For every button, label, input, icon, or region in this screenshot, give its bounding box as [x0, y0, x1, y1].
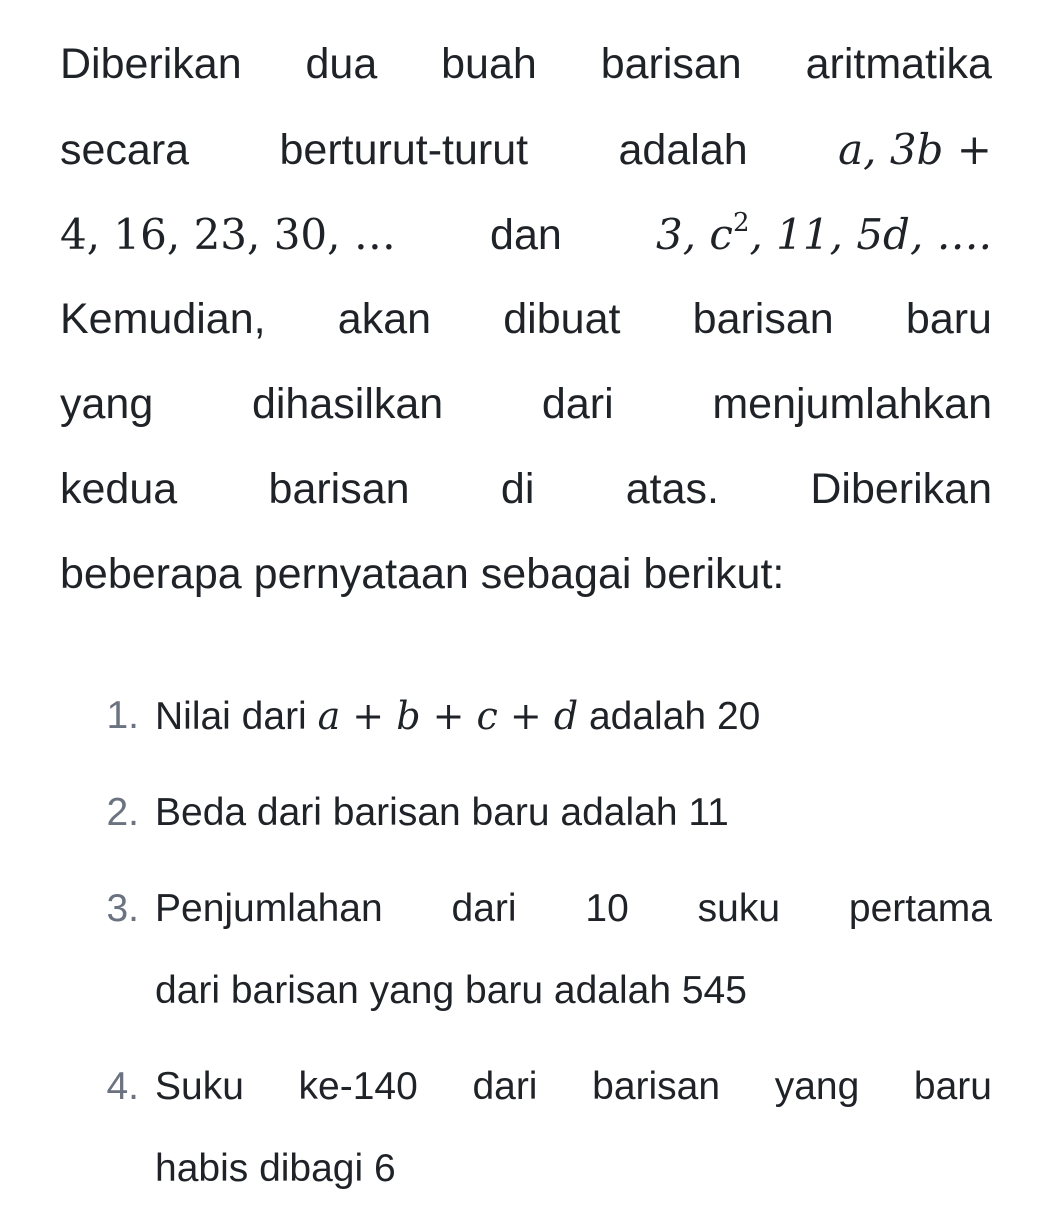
problem-line-1	[60, 22, 992, 107]
word: berturut-turut	[279, 126, 529, 174]
statement-text	[155, 868, 992, 1032]
word: Diberikan	[60, 40, 242, 88]
word: baru	[905, 295, 992, 343]
word: beberapa pernyataan sebagai berikut:	[60, 550, 785, 598]
sum-expression-math: a + b + c + d	[317, 694, 579, 738]
list-number: 1.	[106, 694, 139, 737]
statement-text: Nilai dari a + b + c + d adalah 20	[155, 694, 761, 738]
problem-line-4	[60, 277, 992, 362]
list-item	[60, 868, 992, 1032]
word: adalah	[618, 126, 748, 174]
list-item	[60, 772, 992, 854]
word: menjumlahkan	[712, 380, 992, 428]
statement-line: Suku ke-140 dari barisan yang baru	[155, 1065, 992, 1108]
word: dihasilkan	[251, 380, 444, 428]
list-item	[60, 1046, 992, 1210]
word: barisan	[600, 40, 742, 88]
word: barisan	[692, 295, 834, 343]
word: secara	[60, 126, 190, 174]
statement-text: Beda dari barisan baru adalah 11	[155, 791, 729, 834]
word: di	[500, 465, 535, 513]
list-number: 3.	[106, 887, 139, 930]
sequence-1-rest-math: 4, 16, 23, 30, …	[60, 210, 396, 259]
word: akan	[337, 295, 432, 343]
word: dibuat	[503, 295, 621, 343]
list-number: 2.	[106, 791, 139, 834]
problem-line-5	[60, 362, 992, 447]
problem-line-3	[60, 192, 992, 277]
statement-list	[60, 675, 992, 1210]
sequence-2-math: 3, $c^2$, 11, 5d, ….	[655, 208, 992, 259]
problem-line-7	[60, 532, 992, 617]
sequence-1-start-math: a, 3b +	[838, 125, 992, 174]
word: atas.	[625, 465, 719, 513]
word: dari	[541, 380, 614, 428]
list-item	[60, 675, 992, 758]
problem-paragraph	[60, 22, 992, 617]
statement-line: habis dibagi 6	[155, 1147, 396, 1190]
word: Diberikan	[810, 465, 992, 513]
word: dan	[490, 211, 562, 259]
word: Kemudian,	[60, 295, 266, 343]
word: dua	[305, 40, 378, 88]
problem-line-6	[60, 447, 992, 532]
statement-line: dari barisan yang baru adalah 545	[155, 969, 747, 1012]
word: yang	[60, 380, 154, 428]
problem-line-2	[60, 107, 992, 192]
list-number: 4.	[106, 1065, 139, 1108]
problem-content	[60, 22, 992, 1224]
word: aritmatika	[805, 40, 992, 88]
statement-text	[155, 1046, 992, 1210]
word: barisan	[268, 465, 410, 513]
statement-line: Penjumlahan dari 10 suku pertama	[155, 887, 992, 930]
word: buah	[441, 40, 537, 88]
word: kedua	[60, 465, 178, 513]
